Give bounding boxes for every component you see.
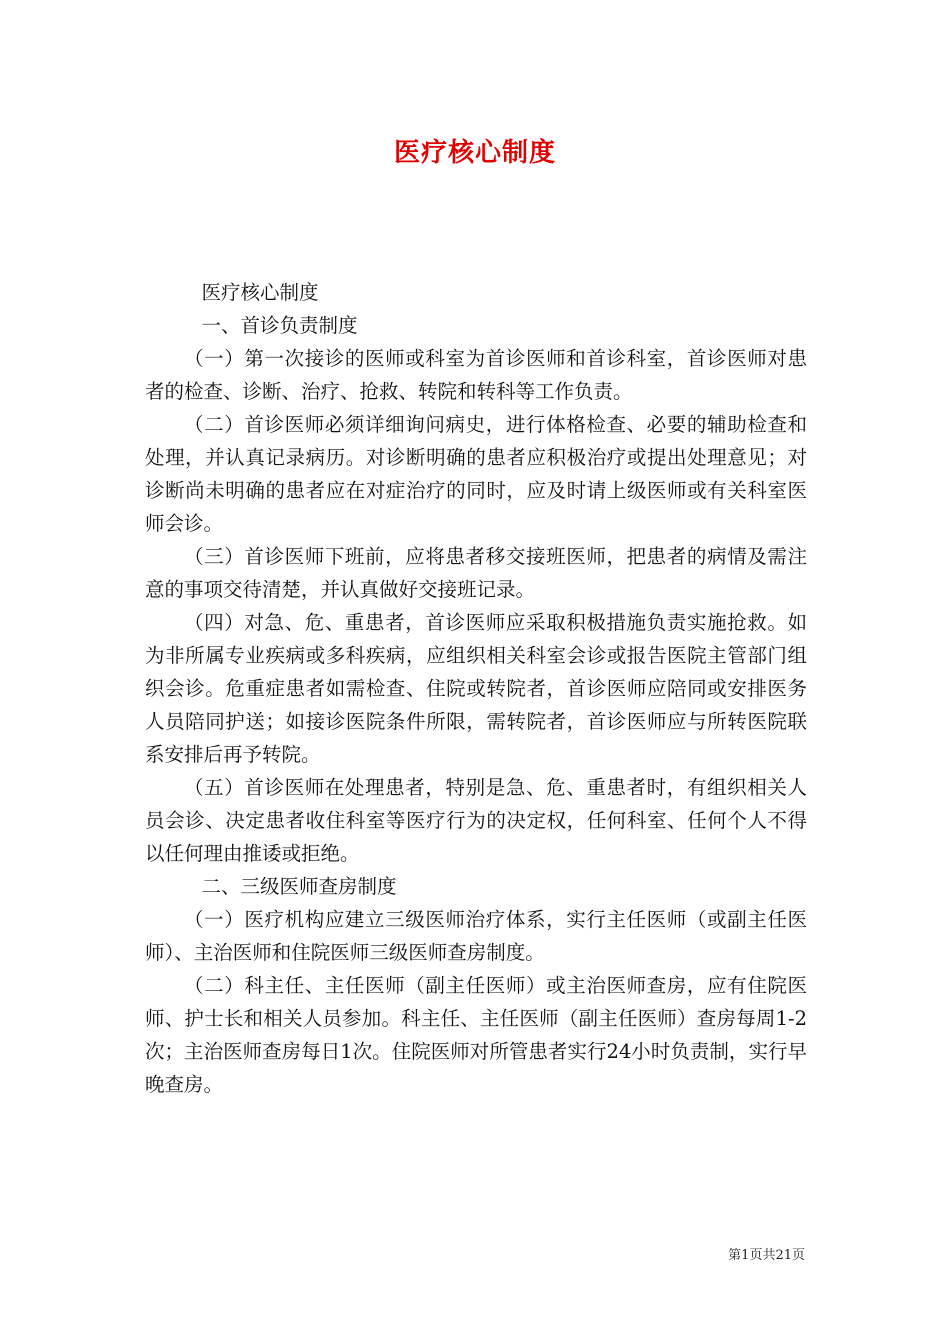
paragraph: （二）科主任、主任医师（副主任医师）或主治医师查房，应有住院医师、护士长和相关人员参加。科主任、主任医师（副主任医师）查房每周1-2次；主治医师查房每日1次。住院医师对所管患者实行24小时负责制，实行早晚查房。 — [145, 974, 807, 1096]
paragraph: （一）医疗机构应建立三级医师治疗体系，实行主任医师（或副主任医师）、主治医师和住院医师三级医师查房制度。 — [145, 908, 807, 964]
paragraph: （二）首诊医师必须详细询问病史，进行体格检查、必要的辅助检查和处理，并认真记录病历。对诊断明确的患者应积极治疗或提出处理意见；对诊断尚未明确的患者应在对症治疗的同时，应及时请上级医师或有关科室医师会诊。 — [145, 413, 807, 535]
document-title: 医疗核心制度 — [393, 138, 556, 168]
paragraph: （五）首诊医师在处理患者，特别是急、危、重患者时，有组织相关人员会诊、决定患者收住科室等医疗行为的决定权，任何科室、任何个人不得以任何理由推诿或拒绝。 — [145, 776, 807, 865]
section-heading-ward-rounds: 二、三级医师查房制度 — [201, 875, 397, 898]
paragraph: （三）首诊医师下班前，应将患者移交接班医师，把患者的病情及需注意的事项交待清楚，并认真做好交接班记录。 — [145, 545, 807, 601]
page-number: 第1页共21页 — [728, 1248, 805, 1263]
paragraph: （一）第一次接诊的医师或科室为首诊医师和首诊科室，首诊医师对患者的检查、诊断、治疗、抢救、转院和转科等工作负责。 — [145, 347, 807, 403]
document-body — [145, 276, 807, 1101]
paragraph-intro: 医疗核心制度 — [201, 281, 319, 304]
paragraph: （四）对急、危、重患者，首诊医师应采取积极措施负责实施抢救。如为非所属专业疾病或多科疾病，应组织相关科室会诊或报告医院主管部门组织会诊。危重症患者如需检查、住院或转院者，首诊医师应陪同或安排医务人员陪同护送；如接诊医院条件所限，需转院者，首诊医师应与所转医院联系安排后再予转院。 — [145, 611, 807, 766]
section-heading-first-visit: 一、首诊负责制度 — [201, 314, 358, 337]
